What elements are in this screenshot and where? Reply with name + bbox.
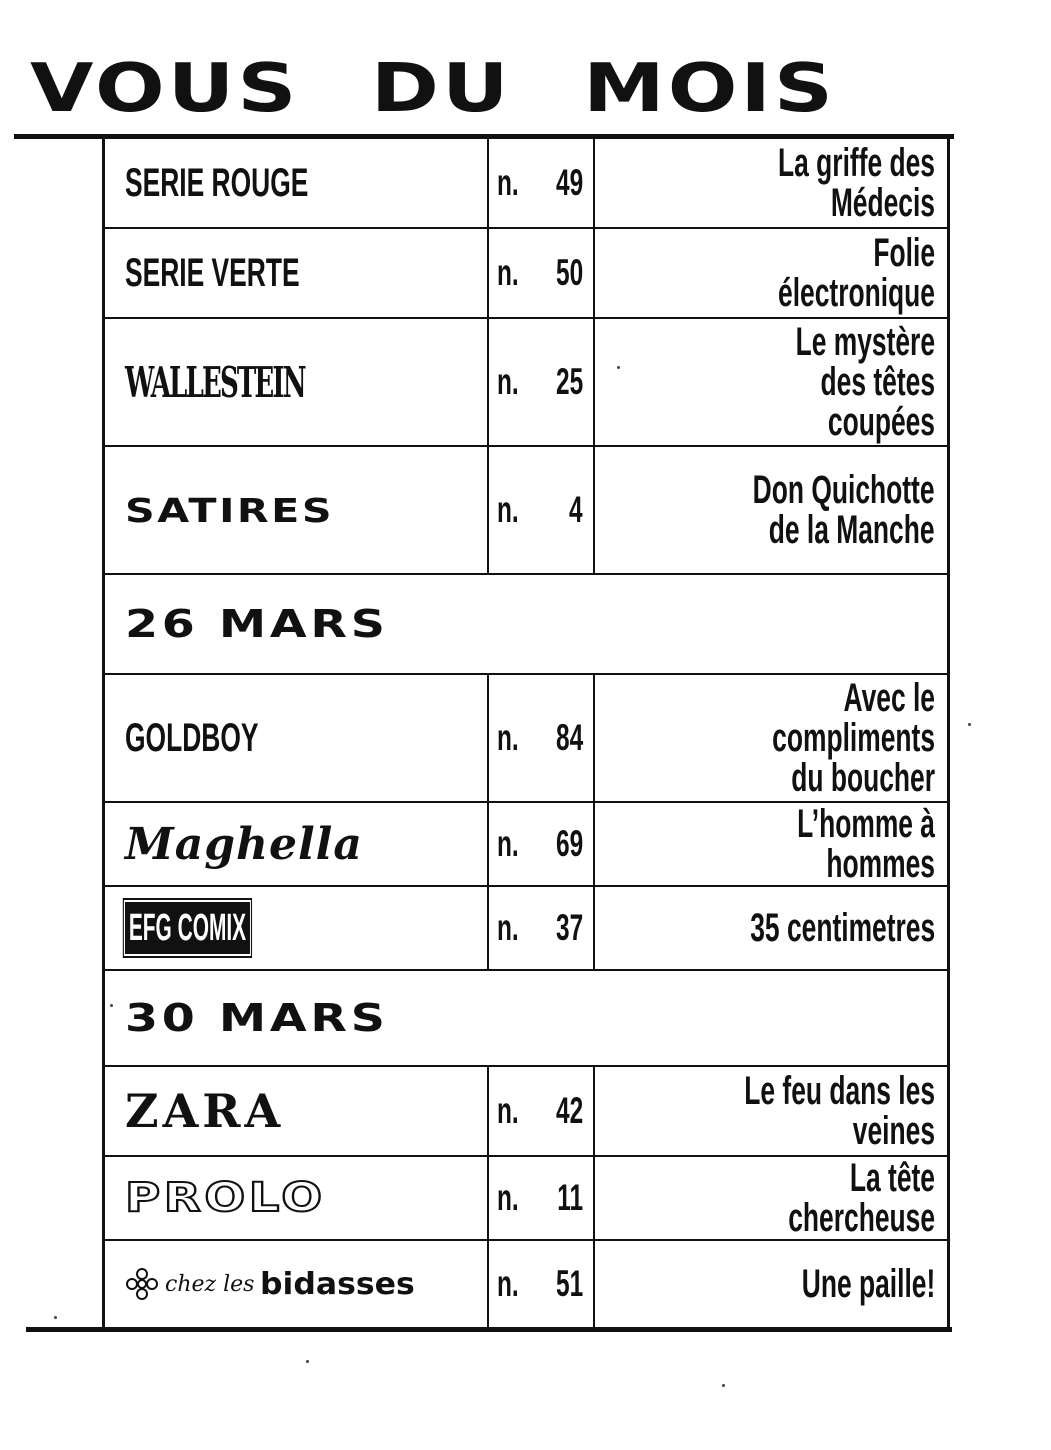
issue-number: 11 [557, 1177, 583, 1218]
issue-number-cell [489, 447, 595, 573]
wallestein-logo: WALLESTEIN [125, 357, 305, 407]
issue-prefix: n. [497, 489, 519, 530]
maghella-logo: Maghella [125, 818, 363, 870]
story-title: L’homme à hommes [797, 802, 935, 886]
listing-row [105, 447, 947, 575]
story-title: La griffe des Médecis [778, 141, 935, 225]
story-title-cell [595, 675, 947, 801]
series-title-cell [105, 1241, 489, 1327]
issue-prefix: n. [497, 717, 519, 758]
series-title: SATIRES [125, 490, 335, 530]
issue-prefix: n. [497, 1177, 519, 1218]
story-title: 35 centimetres [750, 906, 935, 950]
series-title-cell [105, 139, 489, 227]
series-title: bidasses [260, 1266, 416, 1302]
prolo-logo: PROLO [125, 1175, 326, 1221]
issue-number-cell [489, 319, 595, 445]
story-title-cell [595, 1067, 947, 1155]
print-speck [110, 1004, 113, 1007]
issue-number-cell [489, 229, 595, 317]
story-title: Don Quichotte de la Manche [753, 468, 935, 552]
print-speck [54, 1316, 57, 1319]
issue-number-cell [489, 675, 595, 801]
print-speck [617, 366, 620, 369]
date-heading-cell [105, 575, 947, 673]
series-title: SERIE VERTE [125, 250, 300, 295]
date-heading: 30 MARS [125, 996, 389, 1040]
date-heading-row [105, 575, 947, 675]
series-title-cell [105, 803, 489, 885]
issue-prefix: n. [497, 823, 519, 864]
listing-row [105, 229, 947, 319]
bidasses-script: chez les [165, 1271, 255, 1297]
issue-number-cell [489, 1067, 595, 1155]
listing-row [105, 803, 947, 887]
issue-prefix: n. [497, 162, 519, 203]
series-title-cell [105, 447, 489, 573]
story-title-cell [595, 803, 947, 885]
issue-number: 84 [555, 717, 583, 758]
print-speck [968, 723, 971, 726]
story-title-cell [595, 447, 947, 573]
listing-row [105, 139, 947, 229]
story-title-cell [595, 139, 947, 227]
date-heading-row [105, 971, 947, 1067]
story-title-cell [595, 319, 947, 445]
listing-row [105, 1067, 947, 1157]
series-title-cell [105, 319, 489, 445]
flower-icon [125, 1267, 159, 1301]
print-speck [722, 1384, 725, 1387]
story-title-cell [595, 1157, 947, 1239]
issue-number-cell [489, 887, 595, 969]
listing-row [105, 1157, 947, 1241]
listing-row [105, 887, 947, 971]
story-title: Avec le compliments du boucher [772, 676, 935, 800]
issue-number: 4 [569, 489, 583, 530]
bidasses-logo [125, 1266, 416, 1302]
series-title-cell [105, 675, 489, 801]
issue-number-cell [489, 1157, 595, 1239]
story-title: Le mystère des têtes coupées [795, 320, 935, 444]
date-heading: 26 MARS [125, 602, 389, 646]
issue-number: 49 [555, 162, 583, 203]
story-title: Une paille! [801, 1262, 935, 1306]
story-title: La tête chercheuse [788, 1156, 935, 1240]
story-title: Folie électronique [778, 231, 935, 315]
issue-number: 50 [555, 252, 583, 293]
efg-comix-logo: EFG COMIX [125, 902, 250, 954]
series-title-cell [105, 1067, 489, 1155]
print-speck [306, 1360, 309, 1363]
listing-row [105, 675, 947, 803]
issue-prefix: n. [497, 907, 519, 948]
issue-prefix: n. [497, 252, 519, 293]
series-title: GOLDBOY [125, 715, 259, 760]
date-heading-cell [105, 971, 947, 1065]
issue-number: 69 [555, 823, 583, 864]
issue-prefix: n. [497, 1090, 519, 1131]
series-title-cell [105, 229, 489, 317]
story-title-cell [595, 887, 947, 969]
issue-number-cell [489, 139, 595, 227]
issue-prefix: n. [497, 1263, 519, 1304]
release-listing [102, 139, 950, 1327]
issue-number: 42 [555, 1090, 583, 1131]
story-title-cell [595, 1241, 947, 1327]
page-headline: VOUS DU MOIS [30, 49, 836, 128]
listing-row [105, 319, 947, 447]
series-title: SERIE ROUGE [125, 160, 309, 205]
listing-row [105, 1241, 947, 1327]
issue-number-cell [489, 803, 595, 885]
issue-number: 25 [555, 361, 583, 402]
issue-number: 37 [555, 907, 583, 948]
bottom-rule [26, 1327, 952, 1332]
series-title-cell [105, 1157, 489, 1239]
story-title: Le feu dans les veines [744, 1069, 935, 1153]
series-title-cell [105, 887, 489, 969]
zara-logo: ZARA [125, 1084, 285, 1138]
issue-number: 51 [555, 1263, 583, 1304]
story-title-cell [595, 229, 947, 317]
issue-prefix: n. [497, 361, 519, 402]
issue-number-cell [489, 1241, 595, 1327]
